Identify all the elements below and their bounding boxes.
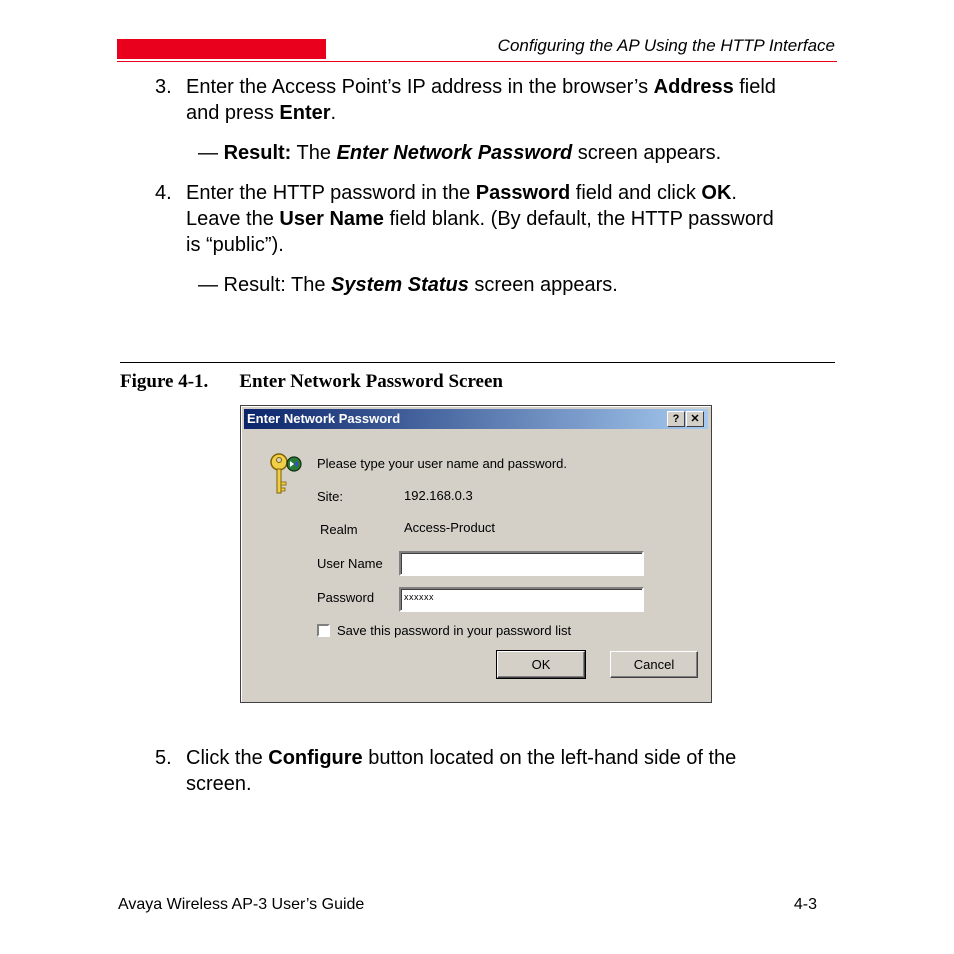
dash: — — [198, 142, 224, 164]
text: Enter the Access Point’s IP address in the browser’s — [186, 76, 654, 98]
text: and press — [186, 102, 280, 124]
close-button[interactable]: ✕ — [686, 411, 704, 427]
save-password-label[interactable]: Save this password in your password list — [337, 623, 572, 638]
step-3-result — [198, 140, 721, 166]
text: . — [330, 102, 337, 124]
figure-caption — [120, 371, 503, 393]
username-label: User Name — [317, 556, 383, 571]
help-button[interactable]: ? — [667, 411, 685, 427]
screen-name: System Status — [331, 274, 469, 296]
step-5-line-2: screen. — [186, 773, 252, 795]
ok-ref: OK — [701, 182, 732, 204]
password-input[interactable] — [399, 587, 644, 612]
realm-label: Realm — [320, 522, 358, 537]
step-4-line-1 — [186, 180, 737, 206]
figure-title: Enter Network Password Screen — [239, 371, 503, 392]
page-header-title: Configuring the AP Using the HTTP Interface — [497, 36, 835, 55]
username-field-ref: User Name — [279, 208, 384, 230]
figure-rule — [120, 362, 835, 363]
text: — Result: The — [198, 274, 332, 296]
step-3-line-1 — [186, 74, 776, 100]
text: field blank. (By default, the HTTP password — [383, 208, 774, 230]
dialog-prompt: Please type your user name and password. — [317, 456, 568, 471]
step-4-number: 4. — [155, 182, 172, 204]
footer-page-number: 4-3 — [793, 896, 817, 913]
step-4-result — [198, 272, 618, 298]
dialog-title: Enter Network Password — [247, 411, 401, 426]
save-password-checkbox[interactable] — [317, 624, 330, 637]
step-4-line-2 — [186, 206, 774, 232]
site-value: 192.168.0.3 — [404, 488, 473, 503]
result-label: Result: — [223, 142, 292, 164]
text: . — [731, 182, 737, 204]
text: Leave the — [186, 208, 280, 230]
text: screen appears. — [468, 274, 618, 296]
password-label: Password — [317, 590, 375, 605]
cancel-button[interactable]: Cancel — [610, 651, 698, 678]
text: field — [733, 76, 776, 98]
enter-key-ref: Enter — [279, 102, 331, 124]
configure-button-ref: Configure — [268, 747, 363, 769]
header-red-bar — [117, 39, 326, 59]
text: Enter the HTTP password in the — [186, 182, 476, 204]
step-3-number: 3. — [155, 76, 172, 98]
text: button located on the left-hand side of the — [362, 747, 737, 769]
figure-label: Figure 4-1. — [120, 371, 209, 392]
text: The — [291, 142, 337, 164]
text: Click the — [186, 747, 269, 769]
ok-button[interactable]: OK — [497, 651, 585, 678]
realm-value: Access-Product — [404, 520, 496, 535]
dialog-titlebar[interactable] — [244, 409, 708, 429]
step-5-line-1 — [186, 745, 736, 771]
site-label: Site: — [317, 489, 344, 504]
password-field-ref: Password — [475, 182, 571, 204]
footer-guide-title: Avaya Wireless AP-3 User’s Guide — [118, 896, 365, 913]
text: field and click — [570, 182, 702, 204]
text: screen appears. — [572, 142, 722, 164]
step-5-number: 5. — [155, 747, 172, 769]
password-value: xxxxxx — [404, 592, 434, 602]
step-4-line-3: is “public”). — [186, 234, 284, 256]
step-3-line-2 — [186, 100, 336, 126]
screen-name: Enter Network Password — [336, 142, 573, 164]
header-rule — [117, 61, 837, 62]
address-field-ref: Address — [653, 76, 734, 98]
enter-network-password-dialog — [240, 405, 712, 703]
username-input[interactable] — [399, 551, 644, 576]
keys-icon — [267, 450, 307, 498]
